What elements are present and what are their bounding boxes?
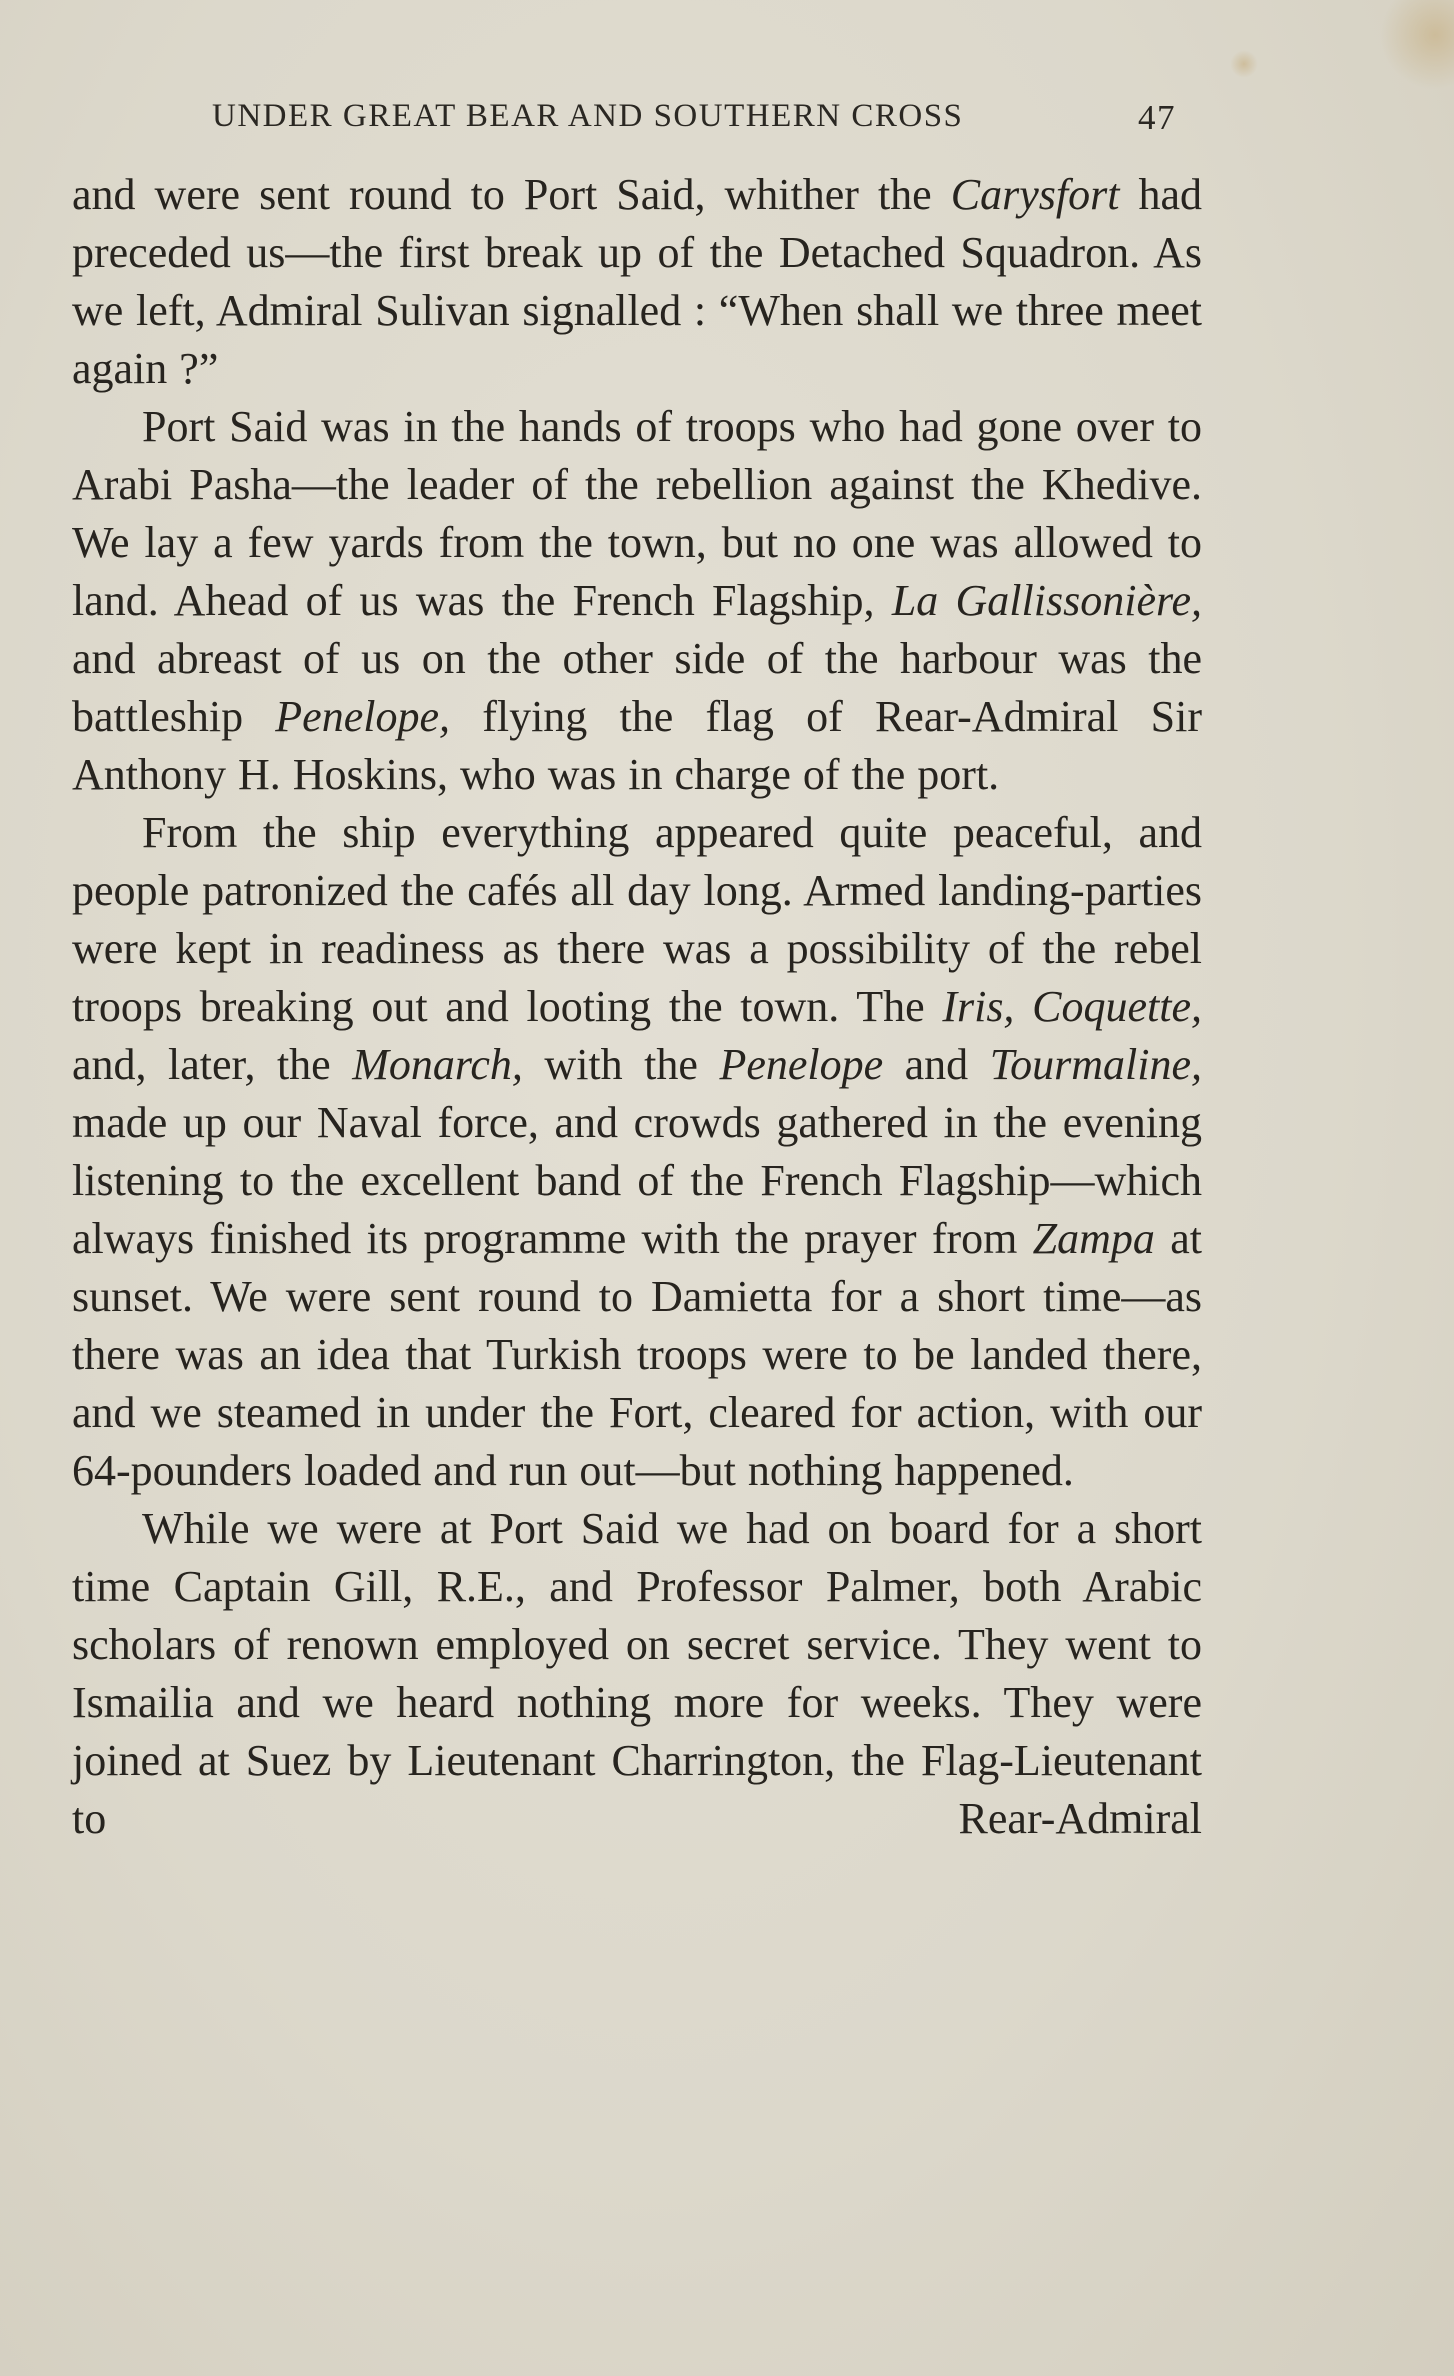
running-head-title: UNDER GREAT BEAR AND SOUTHERN CROSS (212, 98, 964, 134)
ship-name: La Gallissonière, (891, 576, 1202, 625)
text-run: flying the flag of Rear-Admiral Sir Anthony H. Hoskins, who was in charge of the port. (72, 692, 1202, 799)
text-run: From the ship everything appeared quite peaceful, and people patronized the cafés all day long. Armed landing-parties were kept in readiness as there was a possibility of the rebel troops breaking out and looting the town. The (72, 808, 1202, 1031)
text-run: with the (522, 1040, 720, 1089)
paragraph (72, 166, 1202, 398)
ship-name: Iris, Coquette, (942, 982, 1202, 1031)
ship-name: Tourmaline, (989, 1040, 1203, 1089)
text-run: While we were at Port Said we had on board for a short time Captain Gill, R.E., and Professor Palmer, both Arabic scholars of renown employed on secret service. They went to Ismailia and we heard nothing more for weeks. They were joined at Suez by Lieutenant Charrington, the Flag-Lieutenant to Rear-Admiral (72, 1504, 1202, 1843)
ship-name: Carysfort (950, 170, 1120, 219)
text-run: at sunset. We were sent round to Damietta for a short time—as there was an idea that Turkish troops were to be landed there, and we steamed in under the Fort, cleared for action, with our 64-pounders loaded and run out—but nothing happened. (72, 1214, 1202, 1495)
paragraph (72, 1500, 1202, 1848)
text-run: and, later, the (72, 1040, 353, 1089)
running-head (212, 94, 1176, 144)
text-run: made up our Naval force, and crowds gathered in the evening listening to the excellent band of the French Flagship—which always finished its programme with the prayer from (72, 1098, 1202, 1263)
paper-stain (1380, 0, 1454, 90)
text-run: had preceded us—the first break up of the Detached Squadron. As we left, Admiral Sulivan signalled : “When shall we three meet again ?” (72, 170, 1202, 393)
paragraph (72, 804, 1202, 1500)
paragraph (72, 398, 1202, 804)
page-number: 47 (1138, 98, 1176, 137)
ship-name: Penelope, (275, 692, 450, 741)
text-run: and abreast of us on the other side of the harbour was the battleship (72, 634, 1202, 741)
text-run: Port Said was in the hands of troops who had gone over to Arabi Pasha—the leader of the rebellion against the Khedive. We lay a few yards from the town, but no one was allowed to land. Ahead of us was the French Flagship, (72, 402, 1202, 625)
text-run: and were sent round to Port Said, whither the (72, 170, 951, 219)
text-run: and (883, 1040, 990, 1089)
ship-name: Monarch, (352, 1040, 523, 1089)
opera-title: Zampa (1032, 1214, 1155, 1263)
paper-stain (1230, 50, 1258, 78)
body-text (72, 166, 1202, 1848)
ship-name: Penelope (719, 1040, 884, 1089)
